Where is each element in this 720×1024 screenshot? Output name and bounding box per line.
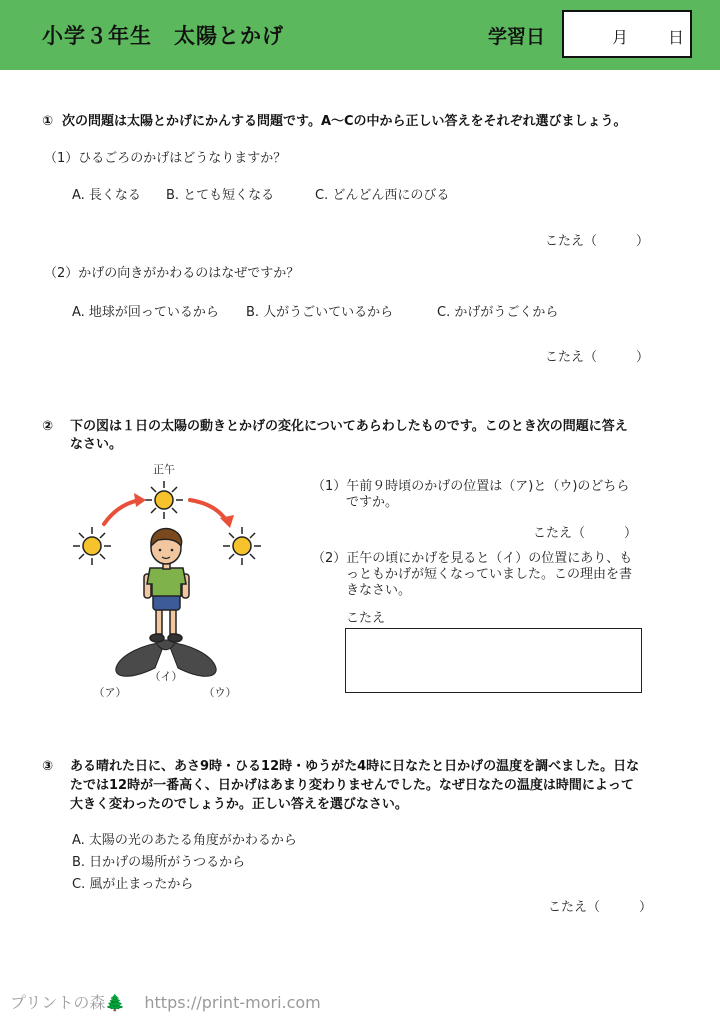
q3-answer[interactable]: こたえ（ ）: [548, 900, 653, 915]
q2-sub1-line2: ですか。: [346, 495, 399, 510]
boy-figure: [144, 529, 189, 642]
q2-sub2-line3: きなさい。: [346, 583, 412, 598]
arrow-head-left: [134, 493, 146, 507]
position-label-a: （ア）: [93, 687, 127, 699]
q1-sub1-option-b[interactable]: B. とても短くなる: [166, 188, 275, 203]
q2-text-line1: 下の図は１日の太陽の動きとかげの変化についてあらわしたものです。このとき次の問題に答え: [70, 419, 628, 434]
q3-option-a[interactable]: A. 太陽の光のあたる角度がかわるから: [72, 833, 297, 848]
q1-number: ①: [42, 114, 54, 129]
q1-text: 次の問題は太陽とかげにかんする問題です。A〜Cの中から正しい答えをそれぞれ選びましょう。: [62, 114, 627, 129]
sun-icon-noon: [145, 481, 183, 519]
q2-sub2-line2: っともかげが短くなっていました。この理由を書: [346, 567, 633, 582]
page-header: [0, 0, 720, 70]
tree-icon: 🌲: [105, 993, 126, 1012]
q1-sub2-option-c[interactable]: C. かげがうごくから: [437, 305, 559, 320]
q1-sub2-option-a[interactable]: A. 地球が回っているから: [72, 305, 219, 320]
q2-sub1-answer[interactable]: こたえ（ ）: [533, 526, 638, 541]
date-input-box[interactable]: [562, 10, 692, 58]
sun-icon-evening: [223, 527, 261, 565]
q1-sub2-question: （2）かげの向きがかわるのはなぜですか？: [44, 266, 300, 281]
q3-text-line2: たでは12時が一番高く、日かげはあまり変わりませんでした。なぜ日なたの温度は時間によって: [70, 778, 634, 793]
day-label: 日: [668, 28, 685, 47]
q1-sub2-answer[interactable]: こたえ（ ）: [545, 350, 650, 365]
q2-answer-box[interactable]: [345, 628, 642, 693]
sun-path-arrow-left: [104, 500, 140, 524]
q1-sub1-question: （1）ひるごろのかげはどうなりますか？: [44, 151, 287, 166]
month-label: 月: [612, 28, 629, 47]
site-url[interactable]: https://print-mori.com: [144, 993, 321, 1012]
q3-option-b[interactable]: B. 日かげの場所がうつるから: [72, 855, 246, 870]
q3-number: ③: [42, 759, 54, 774]
date-label: 学習日: [488, 26, 546, 48]
q2-text-line2: なさい。: [70, 437, 123, 452]
q1-sub2-option-b[interactable]: B. 人がうごいているから: [246, 305, 394, 320]
brand-name: プリントの森: [10, 993, 106, 1012]
q1-sub1-option-a[interactable]: A. 長くなる: [72, 188, 141, 203]
q1-sub1-answer[interactable]: こたえ（ ）: [545, 234, 650, 249]
sun-path-arrow-right: [190, 500, 226, 520]
footer: [10, 990, 321, 1013]
position-label-u: （ウ）: [203, 687, 237, 699]
sun-icon-morning: [73, 527, 111, 565]
position-label-i: （イ）: [149, 671, 183, 683]
worksheet-title: 小学３年生 太陽とかげ: [42, 24, 284, 48]
q3-text-line1: ある晴れた日に、あさ9時・ひる12時・ゆうがた4時に日なたと日かげの温度を調べました。日な: [70, 759, 640, 774]
q2-sub2-line1: （2）正午の頃にかげを見ると（イ）の位置にあり、も: [312, 551, 633, 566]
q2-sub1-line1: （1）午前９時頃のかげの位置は（ア)と（ウ)のどちら: [312, 479, 630, 494]
q3-option-c[interactable]: C. 風が止まったから: [72, 877, 194, 892]
sun-shadow-figure: [60, 458, 270, 703]
q3-text-line3: 大きく変わったのでしょうか。正しい答えを選びなさい。: [70, 797, 408, 812]
q2-number: ②: [42, 419, 54, 434]
noon-label: 正午: [153, 464, 175, 476]
q1-sub1-option-c[interactable]: C. どんどん西にのびる: [315, 188, 450, 203]
q2-answer-label: こたえ: [346, 611, 386, 626]
